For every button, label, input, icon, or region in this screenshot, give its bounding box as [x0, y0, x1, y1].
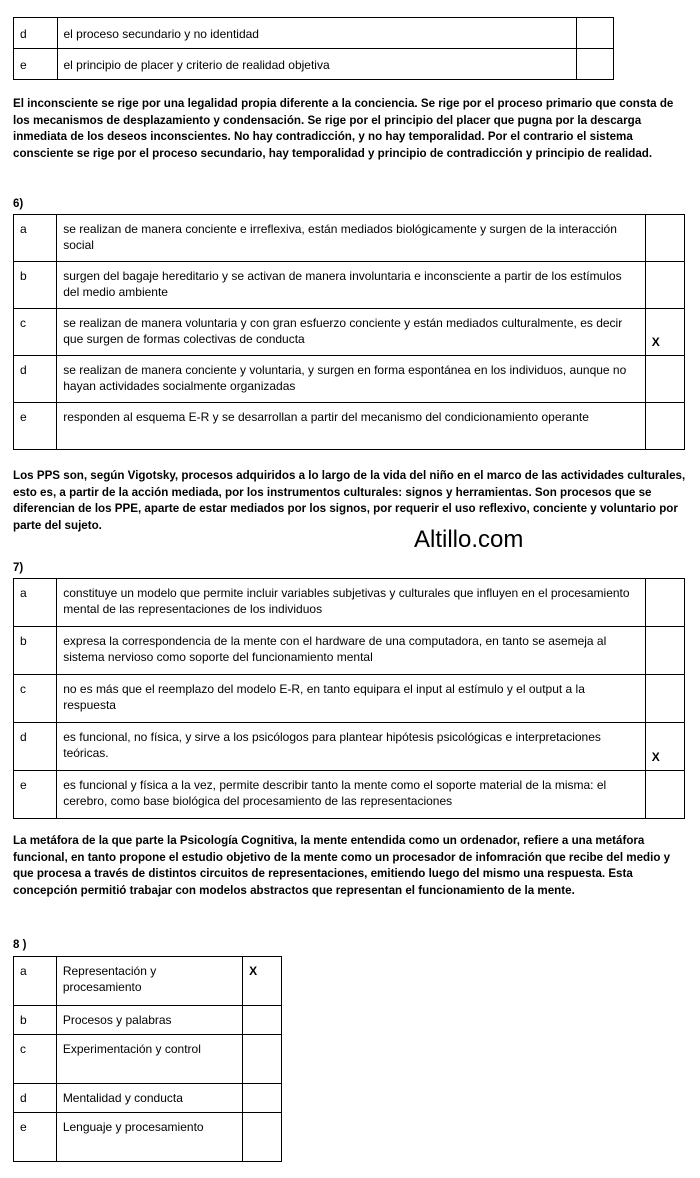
table-row [14, 771, 685, 819]
table-row [14, 262, 685, 309]
answer-mark [645, 627, 684, 675]
table-row [14, 579, 685, 627]
answer-table-7 [13, 578, 685, 819]
answer-mark [243, 1084, 282, 1113]
answer-mark [576, 49, 613, 80]
brand-watermark: Altillo.com [414, 526, 524, 553]
option-letter: e [14, 771, 57, 819]
option-text: surgen del bagaje hereditario y se activan de manera involuntaria e inconsciente a partir de los estímulos del medio ambiente [57, 262, 646, 309]
option-text: es funcional, no física, y sirve a los psicólogos para plantear hipótesis psicológicas e interpretaciones teóricas. [57, 723, 646, 771]
table-row [14, 1035, 282, 1084]
explanation-paragraph: Los PPS son, según Vigotsky, procesos adquiridos a lo largo de la vida del niño en el marco de las actividades culturales, esto es, a partir de la acción mediada, por los instrumentos culturales: signos y herramientas. Son procesos que se diferencian de los PPE, aparte de estar mediados por los signos, por requerir el uso reflexivo, conciente y voluntario por parte del sujeto. [13, 469, 686, 533]
option-text: es funcional y física a la vez, permite describir tanto la mente como el soporte material de la misma: el cerebro, como base biológica del procesamiento de las representaciones [57, 771, 646, 819]
option-text: Mentalidad y conducta [56, 1084, 242, 1113]
table-row [14, 723, 685, 771]
answer-mark [645, 215, 684, 262]
answer-mark: X [645, 723, 684, 771]
option-text: Lenguaje y procesamiento [56, 1113, 242, 1162]
option-letter: b [14, 1006, 57, 1035]
table-row [14, 957, 282, 1006]
table-row [14, 627, 685, 675]
option-letter: b [14, 627, 57, 675]
question-number: 7) [13, 562, 24, 574]
answer-mark [645, 262, 684, 309]
answer-table-8 [13, 956, 282, 1162]
option-letter: e [14, 403, 57, 450]
option-text: expresa la correspondencia de la mente con el hardware de una computadora, en tanto se asemeja al sistema nervioso como soporte del funcionamiento mental [57, 627, 646, 675]
explanation-paragraph: El inconsciente se rige por una legalidad propia diferente a la conciencia. Se rige por el proceso primario que consta de los mecanismos de desplazamiento y condensación. Se rige por el principio del placer que pugna por la descarga inmediata de los deseos inconscientes. No hay contradicción, y no hay temporalidad. Por el contrario el sistema consciente se rige por el proceso secundario, hay temporalidad y principio de contradicción y principio de realidad. [13, 97, 674, 161]
option-text: constituye un modelo que permite incluir variables subjetivas y culturales que influyen en el procesamiento mental de las representaciones de los individuos [57, 579, 646, 627]
table-row [14, 1084, 282, 1113]
question-number: 8 ) [13, 939, 27, 951]
answer-table-5 [13, 17, 614, 80]
option-letter: b [14, 262, 57, 309]
option-text: se realizan de manera conciente e irreflexiva, están mediados biológicamente y surgen de la interacción social [57, 215, 646, 262]
table-row [14, 18, 614, 49]
answer-mark [576, 18, 613, 49]
answer-mark [645, 771, 684, 819]
table-row [14, 309, 685, 356]
option-text: se realizan de manera conciente y voluntaria, y surgen en forma espontánea en los individuos, aunque no hayan actividades socialmente organizadas [57, 356, 646, 403]
option-text: el proceso secundario y no identidad [57, 18, 576, 49]
option-letter: a [14, 215, 57, 262]
explanation-paragraph: La metáfora de la que parte la Psicología Cognitiva, la mente entendida como un ordenador, refiere a una metáfora funcional, en tanto propone el estudio objetivo de la mente como un procesador de infomración que recibe del medio y que procesa a través de distintos circuitos de representaciones, emitiendo luego del mismo una respuesta. Esta concepción permitió trabajar con modelos abstractos que representan el funcionamiento de la mente. [13, 834, 671, 898]
table-row [14, 675, 685, 723]
table-row [14, 356, 685, 403]
option-text: Representación y procesamiento [56, 957, 242, 1006]
answer-mark [243, 1113, 282, 1162]
answer-mark: X [243, 957, 282, 1006]
table-row [14, 215, 685, 262]
answer-mark: X [645, 309, 684, 356]
table-row [14, 1006, 282, 1035]
answer-mark [243, 1006, 282, 1035]
option-letter: d [14, 356, 57, 403]
table-row [14, 403, 685, 450]
option-letter: e [14, 1113, 57, 1162]
answer-mark [645, 356, 684, 403]
option-letter: a [14, 957, 57, 1006]
answer-mark [645, 579, 684, 627]
answer-mark [645, 675, 684, 723]
option-letter: e [14, 49, 58, 80]
option-letter: c [14, 309, 57, 356]
question-number: 6) [13, 198, 24, 210]
option-letter: c [14, 1035, 57, 1084]
answer-table-6 [13, 214, 685, 450]
table-row [14, 1113, 282, 1162]
option-text: responden al esquema E-R y se desarrollan a partir del mecanismo del condicionamiento operante [57, 403, 646, 450]
answer-mark [243, 1035, 282, 1084]
answer-mark [645, 403, 684, 450]
option-letter: d [14, 18, 58, 49]
option-letter: d [14, 723, 57, 771]
option-text: el principio de placer y criterio de realidad objetiva [57, 49, 576, 80]
option-letter: d [14, 1084, 57, 1113]
option-letter: a [14, 579, 57, 627]
table-row [14, 49, 614, 80]
option-letter: c [14, 675, 57, 723]
option-text: se realizan de manera voluntaria y con gran esfuerzo conciente y están mediados culturalmente, es decir que surgen de formas colectivas de conducta [57, 309, 646, 356]
option-text: no es más que el reemplazo del modelo E-R, en tanto equipara el input al estímulo y el output a la respuesta [57, 675, 646, 723]
option-text: Experimentación y control [56, 1035, 242, 1084]
option-text: Procesos y palabras [56, 1006, 242, 1035]
